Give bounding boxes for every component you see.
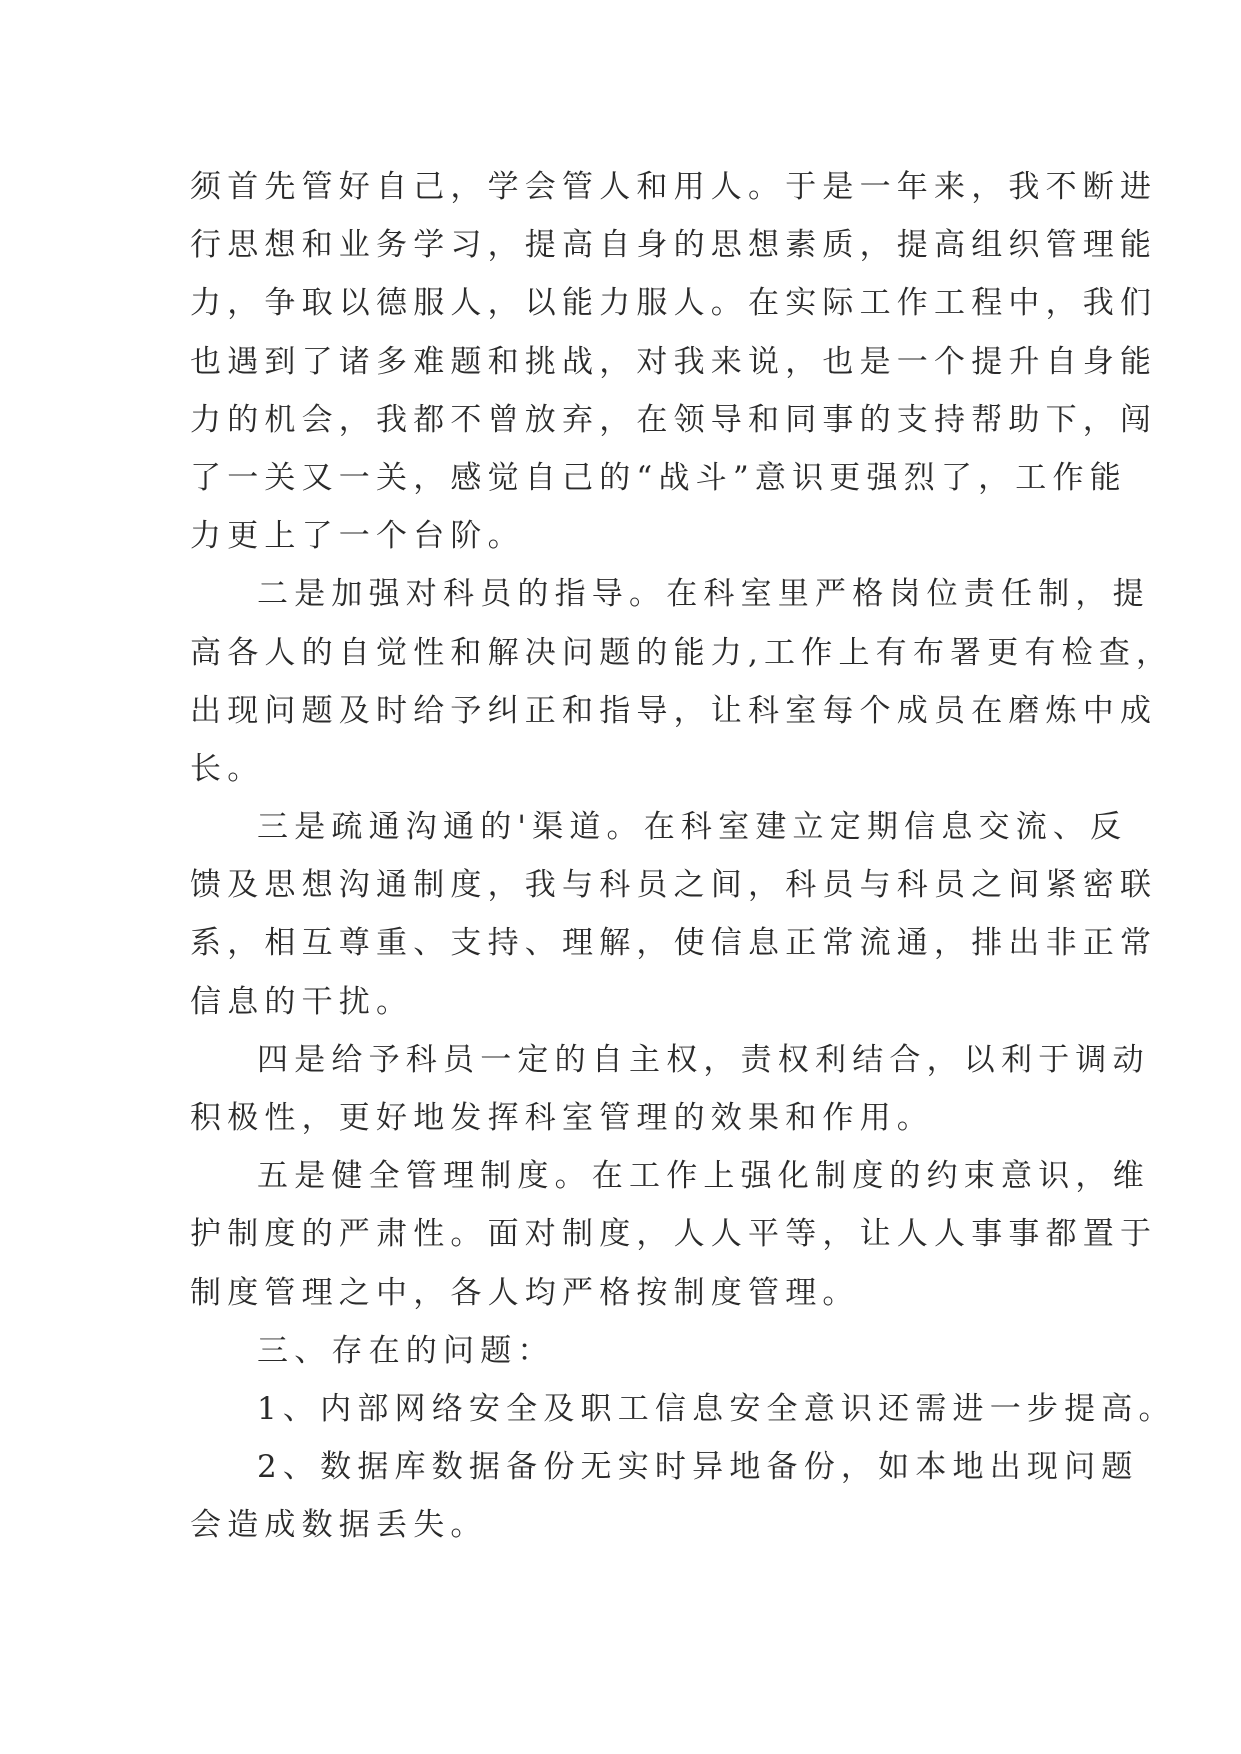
list-item: 1、内部网络安全及职工信息安全意识还需进一步提高。 [257,1390,1176,1427]
paragraph-first-line: 五是健全管理制度。在工作上强化制度的约束意识，维 [257,1158,1150,1195]
text-line: 出现问题及时给予纠正和指导，让科室每个成员在磨炼中成 [190,692,1158,729]
text-line: 护制度的严肃性。面对制度，人人平等，让人人事事都置于 [190,1216,1158,1253]
list-item: 2、数据库数据备份无实时异地备份，如本地出现问题 [257,1449,1139,1486]
text-line: 系，相互尊重、支持、理解，使信息正常流通，排出非正常 [190,925,1158,962]
paragraph-first-line: 三是疏通沟通的'渠道。在科室建立定期信息交流、反 [257,809,1128,846]
text-line: 了一关又一关，感觉自己的“战斗”意识更强烈了，工作能 [190,459,1127,496]
paragraph-first-line: 二是加强对科员的指导。在科室里严格岗位责任制，提 [257,576,1150,613]
text-line: 信息的干扰。 [190,983,414,1020]
text-line: 积极性，更好地发挥科室管理的效果和作用。 [190,1100,934,1136]
text-line: 长。 [190,750,265,787]
text-line: 制度管理之中，各人均严格按制度管理。 [190,1274,860,1311]
text-line: 力，争取以德服人，以能力服人。在实际工作工程中，我们 [190,285,1158,322]
text-line: 力的机会，我都不曾放弃，在领导和同事的支持帮助下，闯 [190,401,1158,438]
text-line: 须首先管好自己，学会管人和用人。于是一年来，我不断进 [190,169,1158,205]
paragraph-first-line: 四是给予科员一定的自主权，责权利结合，以利于调动 [257,1041,1150,1078]
section-heading: 三、存在的问题： [257,1332,555,1369]
text-line: 馈及思想沟通制度，我与科员之间，科员与科员之间紧密联 [190,867,1158,904]
text-line: 会造成数据丢失。 [190,1507,488,1544]
text-line: 行思想和业务学习，提高自身的思想素质，提高组织管理能 [190,227,1158,264]
text-line: 高各人的自觉性和解决问题的能力,工作上有布署更有检查， [190,634,1174,671]
text-line: 力更上了一个台阶。 [190,518,525,555]
text-line: 也遇到了诸多难题和挑战，对我来说，也是一个提升自身能 [190,343,1158,380]
document-body [190,158,1176,1555]
